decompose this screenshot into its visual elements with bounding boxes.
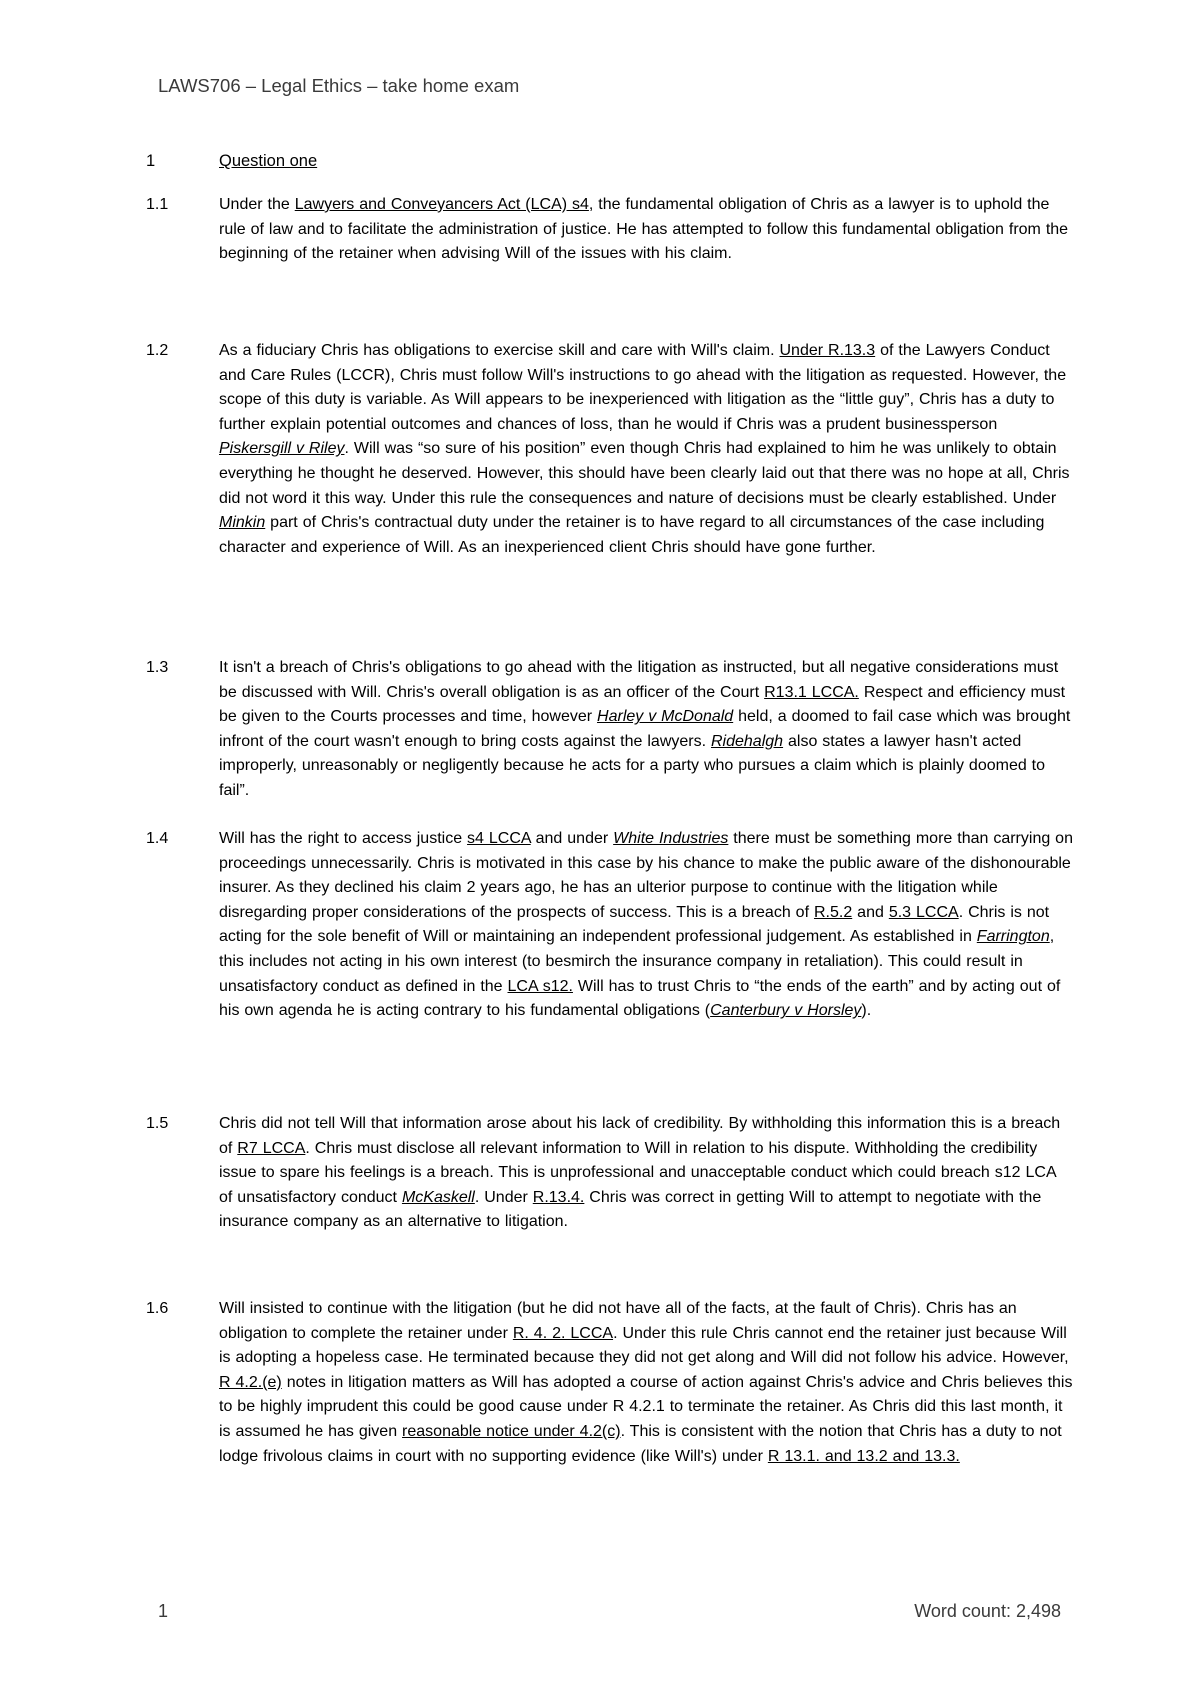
body-text: It isn't a breach of Chris's obligations to go ahead with the litigation as instructed, but all negative considerations must be discussed with Will. Chris's overall obligation is as an officer of the Court (219, 659, 1059, 701)
section-title: Question one (219, 152, 318, 170)
body-text: there must be something more than carrying on proceedings unnecessarily. Chris is motivated in this case by his chance to make the public aware of the dishonourable insurer. As they declined his claim 2 years ago, he has an ulterior purpose to continue with the litigation while disregarding proper considerations of the prospects of success. This is a breach of (219, 830, 1073, 921)
body-text: , the fundamental obligation of Chris as a lawyer is to uphold the rule of law and to facilitate the administration of justice. He has attempted to follow this fundamental obligation from the beginning of the retainer when advising Will of the issues with his claim. (219, 196, 1069, 263)
body-text: , this includes not acting in his own interest (to besmirch the insurance company in retaliation). This could result in unsatisfactory conduct as defined in the (219, 928, 1055, 995)
statute-reference: R.5.2 (813, 903, 853, 921)
section-number: 1 (146, 152, 156, 170)
paragraph-text (219, 827, 1074, 1024)
statute-reference: R 13.1. and 13.2 and 13.3. (767, 1447, 960, 1465)
body-text: notes in litigation matters as Will has adopted a course of action against Chris's advice and Chris believes this to be highly imprudent this could be good cause under R 4.2.1 to terminate the retainer. As Chris did this last month, it is assumed he has given (219, 1373, 1073, 1440)
paragraph-number: 1.6 (146, 1300, 169, 1317)
statute-reference: LCA s12. (507, 977, 573, 995)
paragraph-number: 1.2 (146, 342, 169, 359)
case-citation: Canterbury v Horsley (710, 1002, 862, 1020)
body-text: . Under this rule Chris cannot end the retainer just because Will is adopting a hopeless case. He terminated because they did not get along and Will did not follow his advice. However, (219, 1324, 1069, 1367)
case-citation: McKaskell (401, 1188, 475, 1206)
statute-reference: Lawyers and Conveyancers Act (LCA) s4 (294, 196, 589, 213)
paragraph-1-6 (146, 1297, 1076, 1469)
body-text: Chris did not tell Will that information arose about his lack of credibility. By withholding this information this is a breach of (219, 1115, 1061, 1157)
paragraph-1-4 (146, 827, 1076, 1024)
body-text: of the Lawyers Conduct and Care Rules (LCCR), Chris must follow Will's instructions to go ahead with the litigation as requested. However, the scope of this duty is variable. As Will appears to be inexperienced with litigation as the “little guy”, Chris has a duty to further explain potential outcomes and chances of loss, than he would if Chris was a prudent businessperson (219, 342, 1067, 433)
body-text: ). (861, 1002, 872, 1020)
body-text: . This is consistent with the notion that Chris has a duty to not lodge frivolous claims in court with no supporting evidence (like Will's) under (219, 1422, 1062, 1465)
paragraph-number: 1.4 (146, 830, 169, 847)
statute-reference: Under R.13.3 (779, 342, 876, 359)
body-text: Chris was correct in getting Will to attempt to negotiate with the insurance company as an alternative to litigation. (219, 1188, 1042, 1231)
paragraph-1-3 (146, 656, 1076, 804)
paragraph-1-5 (146, 1112, 1076, 1235)
case-citation: Minkin (219, 514, 266, 532)
paragraph-text (219, 193, 1074, 267)
body-text: part of Chris's contractual duty under the retainer is to have regard to all circumstances of the case including character and experience of Will. As an inexperienced client Chris should have gone further. (219, 514, 1045, 556)
body-text: . Will was “so sure of his position” even though Chris had explained to him he was unlikely to obtain everything he thought he deserved. However, this should have been clearly laid out that there was no hope at all, Chris did not word it this way. Under this rule the consequences and nature of decisions must be clearly established. Under (219, 440, 1070, 507)
body-text: . Chris is not acting for the sole benefit of Will or maintaining an independent professional judgement. As established in (219, 903, 1050, 946)
body-text: Under the (219, 196, 295, 213)
case-citation: Farrington (976, 928, 1050, 946)
statute-reference: R13.1 LCCA. (764, 683, 859, 701)
case-citation: Harley v McDonald (597, 708, 734, 726)
paragraph-number: 1.3 (146, 659, 169, 676)
paragraph-text (219, 339, 1074, 560)
body-text: and under (530, 830, 614, 847)
page-header: LAWS706 – Legal Ethics – take home exam (158, 75, 520, 96)
statute-reference: R7 LCCA (237, 1139, 306, 1157)
body-text: . Chris must disclose all relevant information to Will in relation to his dispute. Withholding the credibility issue to spare his feelings is a breach. This is unprofessional and unacceptable conduct which could breach s12 LCA of unsatisfactory conduct (219, 1139, 1056, 1206)
body-text: As a fiduciary Chris has obligations to exercise skill and care with Will's claim. (219, 342, 780, 359)
word-count: Word count: 2,498 (914, 1601, 1061, 1621)
paragraph-1-1 (146, 193, 1076, 267)
body-text: . Under (474, 1188, 533, 1206)
case-citation: White Industries (613, 830, 729, 847)
paragraph-text (219, 1297, 1074, 1469)
page-number: 1 (158, 1601, 169, 1621)
paragraph-text (219, 656, 1074, 804)
paragraph-1-2 (146, 339, 1076, 560)
body-text: Will has the right to access justice (219, 830, 468, 847)
body-text: Will has to trust Chris to “the ends of the earth” and by acting out of his own agenda he is acting contrary to his fundamental obligations ( (219, 977, 1061, 1020)
paragraph-text (219, 1112, 1074, 1235)
body-text: also states a lawyer hasn't acted improperly, unreasonably or negligently because he acts for a party who pursues a claim which is plainly doomed to fail”. (219, 732, 1046, 799)
paragraph-number: 1.1 (146, 196, 169, 213)
case-citation: Piskersgill v Riley (219, 440, 345, 458)
statute-reference: R 4.2.(e) (219, 1373, 282, 1391)
body-text: Respect and efficiency must be given to the Courts processes and time, however (219, 683, 1066, 726)
statute-reference: R. 4. 2. LCCA (512, 1324, 614, 1342)
statute-reference: s4 LCCA (467, 830, 531, 847)
body-text: and (852, 903, 889, 921)
statute-reference: reasonable notice under 4.2(c) (402, 1422, 621, 1440)
case-citation: Ridehalgh (711, 732, 784, 750)
paragraph-number: 1.5 (146, 1115, 169, 1132)
statute-reference: 5.3 LCCA (888, 903, 959, 921)
body-text: held, a doomed to fail case which was brought infront of the court wasn't enough to bring costs against the lawyers. (219, 708, 1071, 750)
body-text: Will insisted to continue with the litigation (but he did not have all of the facts, at the fault of Chris). Chris has an obligation to complete the retainer under (219, 1300, 1017, 1342)
statute-reference: R.13.4. (532, 1188, 585, 1206)
